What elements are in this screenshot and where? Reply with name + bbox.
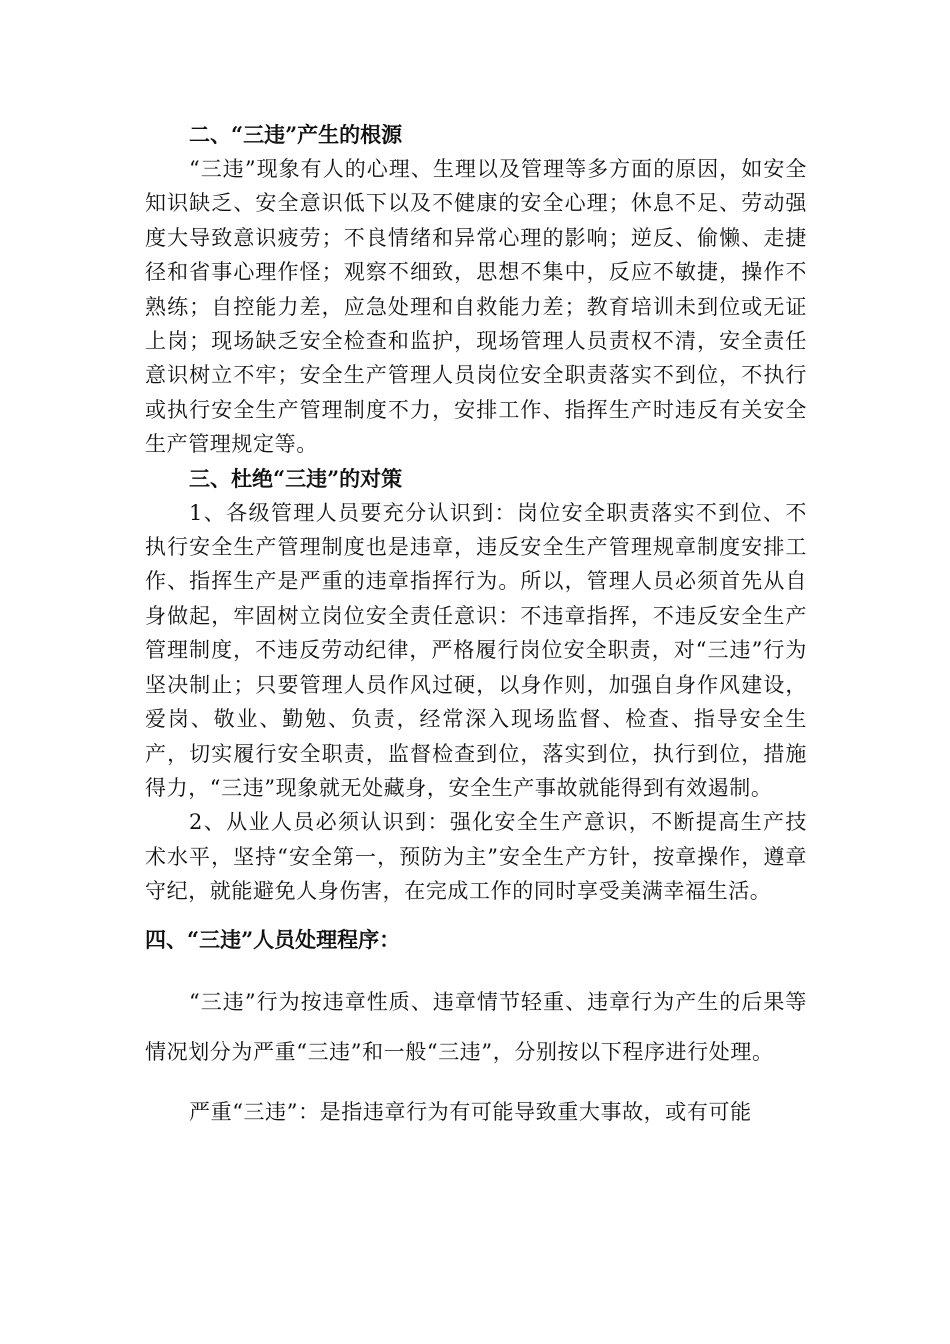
section-4-paragraph-2: 严重“三违”：是指违章行为有可能导致重大事故，或有可能 xyxy=(189,1099,752,1124)
document-page xyxy=(145,118,807,1137)
section-3-paragraph-1: 1、各级管理人员要充分认识到：岗位安全职责落实不到位、不执行安全生产管理制度也是违章，违反安全生产管理规章制度安排工作、指挥生产是严重的违章指挥行为。所以，管理人员必须首先从自身做起，牢固树立岗位安全责任意识：不违章指挥，不违反安全生产管理制度，不违反劳动纪律，严格履行岗位安全职责，对“三违”行为坚决制止；只要管理人员作风过硬，以身作则，加强自身作风建设，爱岗、敬业、勤勉、负责，经常深入现场监督、检查、指导安全生产，切实履行安全职责，监督检查到位，落实到位，执行到位，措施得力，“三违”现象就无处藏身，安全生产事故就能得到有效遏制。 xyxy=(145,500,807,800)
section-4-heading: 四、“三违”人员处理程序： xyxy=(145,926,401,952)
section-3-paragraph-2: 2、从业人员必须认识到：强化安全生产意识，不断提高生产技术水平，坚持“安全第一，预防为主”安全生产方针，按章操作，遵章守纪，就能避免人身伤害，在完成工作的同时享受美满幸福生活。 xyxy=(145,810,807,904)
section-3-heading: 三、杜绝“三违”的对策 xyxy=(189,465,403,491)
section-2-paragraph: “三违”现象有人的心理、生理以及管理等多方面的原因，如安全知识缺乏、安全意识低下以及不健康的安全心理；休息不足、劳动强度大导致意识疲劳；不良情绪和异常心理的影响；逆反、偷懒、走捷径和省事心理作怪；观察不细致，思想不集中，反应不敏捷，操作不熟练；自控能力差，应急处理和自救能力差；教育培训未到位或无证上岗；现场缺乏安全检查和监护，现场管理人员责权不清，安全责任意识树立不牢；安全生产管理人员岗位安全职责落实不到位，不执行或执行安全生产管理制度不力，安排工作、指挥生产时违反有关安全生产管理规定等。 xyxy=(145,157,807,457)
section-4-paragraph-1: “三违”行为按违章性质、违章情节轻重、违章行为产生的后果等情况划分为严重“三违”和一般“三违”，分别按以下程序进行处理。 xyxy=(145,989,807,1064)
section-2-heading: 二、“三违”产生的根源 xyxy=(189,122,403,147)
